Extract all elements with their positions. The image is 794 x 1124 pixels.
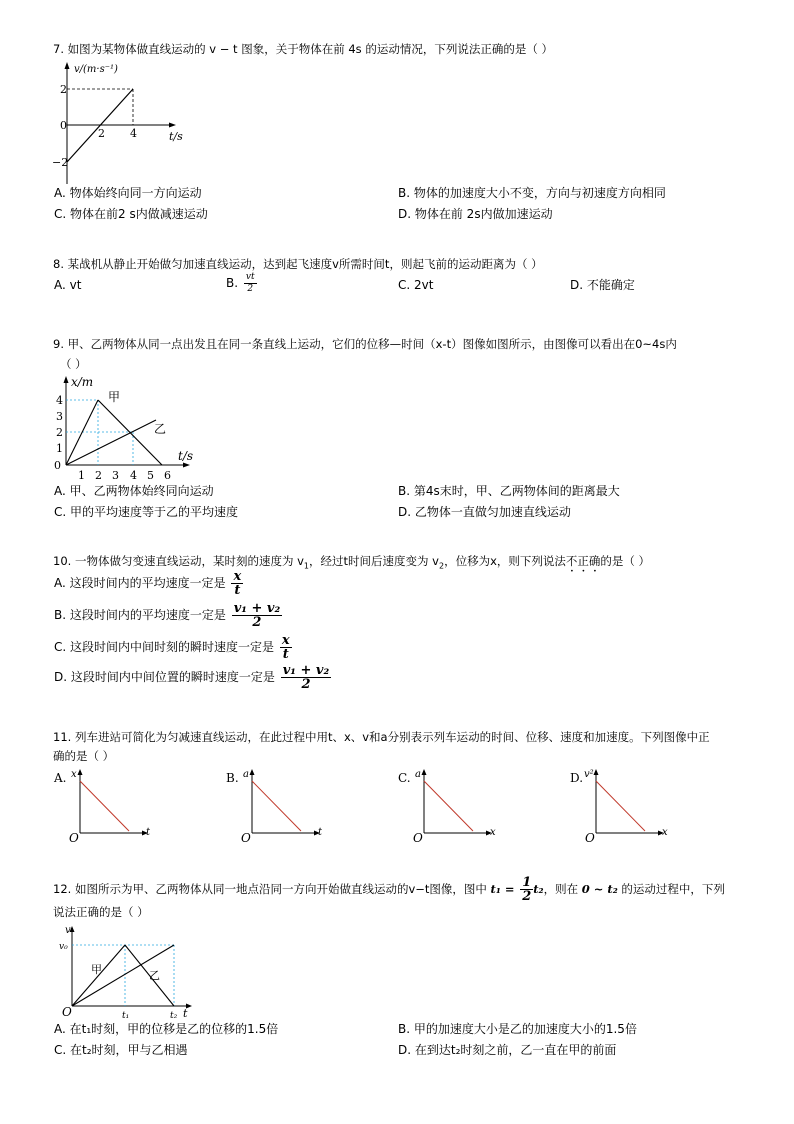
- q9-tick-y2: 2: [56, 426, 63, 439]
- q7-tick-yneg: −2: [52, 156, 69, 169]
- q12-stem-pre: 12. 如图所示为甲、乙两物体从同一地点沿同一方向开始做直线运动的v−t图像，图中: [53, 882, 487, 896]
- q10-option-d[interactable]: [54, 664, 331, 691]
- q12-option-c[interactable]: C. 在t₂时刻，甲与乙相遇: [54, 1043, 188, 1057]
- q11-graph-a-ylabel: x: [71, 769, 77, 780]
- q12-stem-post: 的运动过程中，下列: [621, 882, 725, 896]
- q12-stem-mid: ，则在: [543, 882, 579, 896]
- q7-option-c[interactable]: C. 物体在前2 s内做减速运动: [54, 207, 208, 221]
- q11-graph-b-label: B.: [226, 771, 239, 785]
- q11-graph-d-ylabel: v²: [584, 769, 594, 780]
- q11-stem: 11. 列车进站可简化为匀减速直线运动，在此过程中用t、x、v和a分别表示列车运动的时间、位移、速度和加速度。下列图像中正: [53, 730, 710, 744]
- q9-stem-paren: （ ）: [60, 357, 87, 371]
- q12-xlabel: t: [183, 1007, 188, 1020]
- q9-stem: 9. 甲、乙两物体从同一点出发且在同一条直线上运动，它们的位移—时间（x-t）图像如图所示，由图像可以看出在0~4s内: [53, 337, 677, 351]
- q10-stem-emphasis: 不正确: [565, 554, 601, 568]
- q7-tick-y0: 0: [60, 119, 67, 132]
- q9-tick-x6: 6: [164, 469, 171, 482]
- q12-range: 0 ~ t₂: [581, 882, 618, 896]
- q10-stem-mid2: ，位移为x，则下列说法: [444, 554, 566, 568]
- q9-xt-graph: [54, 372, 214, 482]
- q8-option-b-denominator: 2: [247, 284, 254, 294]
- q10-option-b-fraction: [232, 602, 282, 629]
- q12-eq-denominator: 2: [522, 889, 532, 904]
- q11-graph-b-xlabel: t: [318, 827, 323, 838]
- q8-option-b-label: B.: [226, 276, 239, 290]
- q8-stem: 8. 某战机从静止开始做匀加速直线运动，达到起飞速度v所需时间t，则起飞前的运动距离为（ ）: [53, 257, 543, 271]
- q9-xlabel: t/s: [178, 449, 194, 463]
- q7-xlabel: t/s: [169, 130, 183, 143]
- q10-option-c-numerator: x: [281, 633, 290, 648]
- q9-option-c[interactable]: C. 甲的平均速度等于乙的平均速度: [54, 505, 239, 519]
- q12-option-a[interactable]: A. 在t₁时刻，甲的位移是乙的位移的1.5倍: [54, 1022, 279, 1036]
- q11-graph-a-xlabel: t: [146, 827, 151, 838]
- q9-tick-x2: 2: [95, 469, 102, 482]
- q8-option-a[interactable]: A. vt: [54, 278, 82, 292]
- q10-stem-post: 的是（ ）: [600, 554, 651, 568]
- q7-option-b[interactable]: B. 物体的加速度大小不变，方向与初速度方向相同: [398, 186, 666, 200]
- q9-tick-y1: 1: [56, 442, 63, 455]
- q7-vt-graph: [52, 58, 212, 188]
- q9-tick-x1: 1: [78, 469, 85, 482]
- q10-sub2: 2: [438, 561, 445, 571]
- q7-tick-x4: 4: [130, 127, 137, 140]
- q9-tick-y4: 4: [56, 394, 63, 407]
- q12-label-jia: 甲: [91, 963, 102, 976]
- q7-ylabel: v/(m·s⁻¹): [74, 64, 118, 75]
- q10-option-b-text: 这段时间内的平均速度一定是: [69, 608, 226, 622]
- q11-graph-c-xlabel: x: [490, 827, 496, 838]
- q12-eq-numerator: 1: [522, 875, 532, 890]
- q10-stem-pre: 10. 一物体做匀变速直线运动，某时刻的速度为 v: [53, 554, 304, 568]
- q9-tick-x4: 4: [130, 469, 137, 482]
- q12-origin: O: [62, 1005, 72, 1019]
- q10-option-d-fraction: [281, 664, 331, 691]
- q10-option-c-fraction: [280, 634, 292, 661]
- q12-option-d[interactable]: D. 在到达t₂时刻之前，乙一直在甲的前面: [398, 1043, 617, 1057]
- q7-stem: 7. 如图为某物体做直线运动的 v − t 图象，关于物体在前 4s 的运动情况，下列说法正确的是（ ）: [53, 42, 553, 56]
- q10-option-c-denominator: t: [282, 647, 289, 662]
- q10-option-a-fraction: [231, 570, 243, 597]
- q10-option-c-label: C.: [54, 640, 67, 654]
- q8-option-b-fraction: [244, 272, 257, 295]
- q9-option-d[interactable]: D. 乙物体一直做匀加速直线运动: [398, 505, 571, 519]
- q10-option-d-label: D.: [54, 670, 68, 684]
- q7-option-d[interactable]: D. 物体在前 2s内做加速运动: [398, 207, 553, 221]
- q11-graph-c-ylabel: a: [415, 769, 421, 780]
- q9-tick-origin: 0: [54, 459, 61, 472]
- q9-ylabel: x/m: [71, 375, 94, 389]
- q10-option-b-label: B.: [54, 608, 67, 622]
- q8-option-d[interactable]: D. 不能确定: [570, 278, 635, 292]
- q11-graph-b-ylabel: a: [243, 769, 249, 780]
- q10-sub1: 1: [303, 561, 309, 571]
- q10-option-a[interactable]: [54, 570, 243, 597]
- q7-tick-y2: 2: [60, 83, 67, 96]
- q9-tick-x5: 5: [147, 469, 154, 482]
- q9-option-b[interactable]: B. 第4s末时，甲、乙两物体间的距离最大: [398, 484, 620, 498]
- q12-eq-fraction: [520, 876, 533, 903]
- q9-label-jia: 甲: [108, 390, 121, 404]
- q9-tick-y3: 3: [56, 410, 63, 423]
- q12-ylabel: v: [65, 925, 71, 936]
- q12-label-yi: 乙: [149, 969, 160, 982]
- q11-graph-d-origin: O: [585, 831, 595, 845]
- q10-option-c-text: 这段时间内中间时刻的瞬时速度一定是: [70, 640, 275, 654]
- q8-option-b-numerator: vt: [245, 272, 255, 282]
- q10-option-a-text: 这段时间内的平均速度一定是: [69, 576, 226, 590]
- q11-graph-c[interactable]: [398, 765, 508, 845]
- q11-graph-d-label: D.: [570, 771, 584, 785]
- q12-tick-t1: t₁: [122, 1011, 130, 1021]
- q8-option-b[interactable]: [226, 272, 257, 295]
- q12-eq-lhs: t₁ =: [490, 882, 515, 896]
- q9-label-yi: 乙: [154, 422, 167, 436]
- q11-graph-a[interactable]: [54, 765, 164, 845]
- q11-graph-a-label: A.: [54, 771, 67, 785]
- q11-graph-c-origin: O: [413, 831, 423, 845]
- q10-option-c[interactable]: [54, 634, 292, 661]
- q10-option-d-text: 这段时间内中间位置的瞬时速度一定是: [70, 670, 275, 684]
- q12-vt-graph: [56, 922, 206, 1022]
- q10-option-d-numerator: v₁ + v₂: [282, 663, 330, 678]
- q11-graph-b-origin: O: [241, 831, 251, 845]
- q10-option-b-denominator: 2: [252, 615, 262, 630]
- q12-eq-rhs: t₂: [533, 882, 544, 896]
- q12-tick-v0: v₀: [59, 942, 68, 952]
- q10-option-d-denominator: 2: [301, 677, 311, 692]
- q12-stem-cont: 说法正确的是（ ）: [53, 905, 149, 919]
- q10-option-a-numerator: x: [233, 569, 242, 584]
- q11-stem-cont: 确的是（ ）: [53, 749, 115, 763]
- q11-graph-d[interactable]: [570, 765, 680, 845]
- q9-option-a[interactable]: A. 甲、乙两物体始终同向运动: [54, 484, 214, 498]
- q10-option-a-denominator: t: [234, 583, 241, 598]
- q7-tick-x2: 2: [98, 127, 105, 140]
- q10-option-b[interactable]: [54, 602, 282, 629]
- q11-graph-a-origin: O: [69, 831, 79, 845]
- q10-stem-mid1: ，经过t时间后速度变为 v: [309, 554, 439, 568]
- q9-tick-x3: 3: [112, 469, 119, 482]
- q10-option-b-numerator: v₁ + v₂: [233, 601, 281, 616]
- q11-graph-b[interactable]: [226, 765, 336, 845]
- q7-option-a[interactable]: A. 物体始终向同一方向运动: [54, 186, 202, 200]
- q8-option-c[interactable]: C. 2vt: [398, 278, 434, 292]
- q12-tick-t2: t₂: [170, 1011, 178, 1021]
- q11-graph-d-xlabel: x: [662, 827, 668, 838]
- q11-graph-c-label: C.: [398, 771, 411, 785]
- q12-option-b[interactable]: B. 甲的加速度大小是乙的加速度大小的1.5倍: [398, 1022, 637, 1036]
- q10-option-a-label: A.: [54, 576, 66, 590]
- q12-stem: [53, 876, 725, 903]
